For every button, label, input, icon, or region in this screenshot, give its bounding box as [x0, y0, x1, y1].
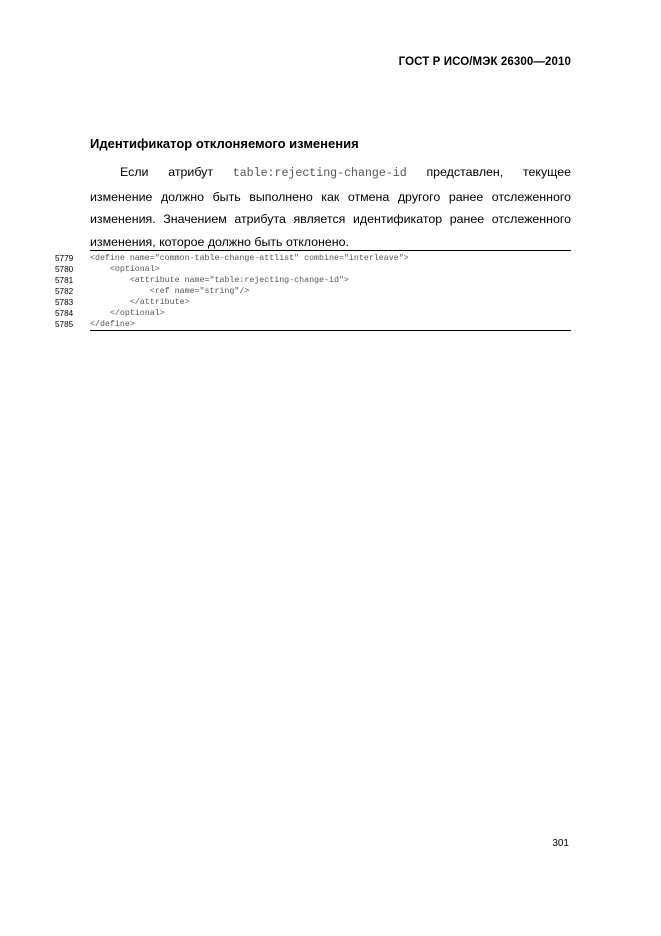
- code-text: <optional>: [90, 265, 160, 274]
- code-line: [0, 319, 661, 330]
- code-text: <ref name="string"/>: [90, 287, 250, 296]
- line-number: 5779: [55, 254, 74, 263]
- code-line: [0, 253, 661, 264]
- code-listing: [0, 253, 661, 330]
- line-number: 5783: [55, 298, 74, 307]
- line-number: 5784: [55, 309, 74, 318]
- code-line: [0, 264, 661, 275]
- attribute-name: table:rejecting-change-id: [232, 167, 407, 180]
- code-bottom-rule: [90, 330, 571, 331]
- section-title: Идентификатор отклоняемого изменения: [90, 136, 359, 151]
- code-text: <define name="common-table-change-attlist" combine="interleave">: [90, 254, 409, 263]
- line-number: 5785: [55, 320, 74, 329]
- line-number: 5782: [55, 287, 74, 296]
- paragraph-text-after: представлен, текущее изменение должно быть выполнено как отмена другого ранее отслеженного изменения. Значением атрибута является идентификатор ранее отслеженного изменения, которое должно быть отклонено.: [90, 165, 571, 250]
- code-text: </optional>: [90, 309, 165, 318]
- code-text: </attribute>: [90, 298, 190, 307]
- line-number: 5781: [55, 276, 74, 285]
- code-line: [0, 275, 661, 286]
- code-line: [0, 308, 661, 319]
- code-text: <attribute name="table:rejecting-change-id">: [90, 276, 349, 285]
- line-number: 5780: [55, 265, 74, 274]
- code-top-rule: [90, 250, 571, 251]
- page-number: 301: [552, 838, 569, 849]
- body-paragraph: [90, 161, 571, 254]
- code-line: [0, 286, 661, 297]
- document-header: ГОСТ Р ИСО/МЭК 26300—2010: [398, 56, 571, 68]
- code-line: [0, 297, 661, 308]
- code-text: </define>: [90, 320, 135, 329]
- paragraph-text-before: Если атрибут: [120, 165, 233, 179]
